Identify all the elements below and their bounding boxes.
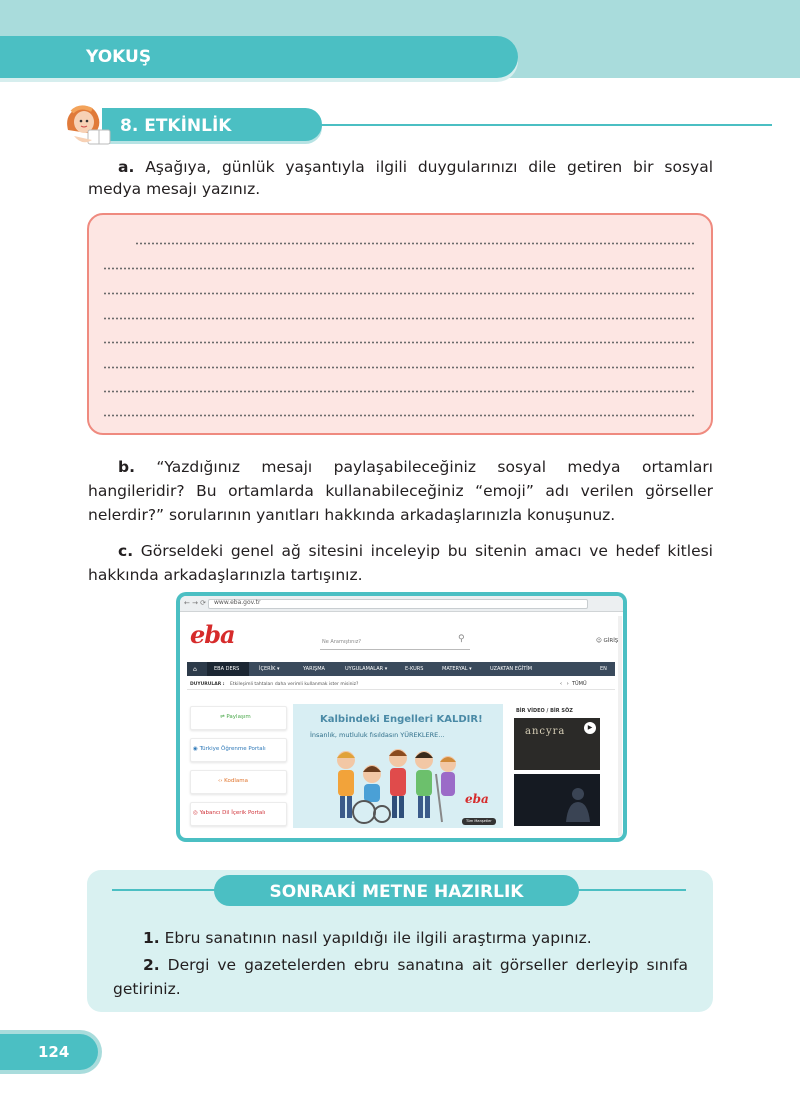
side-item-paylasim: ⇌ Paylaşım: [220, 714, 251, 720]
login-text: GİRİŞ: [603, 638, 619, 644]
announcement-nav: ‹ › TÜMÜ: [560, 681, 587, 687]
menu-item-en: EN: [600, 666, 607, 672]
video-heading: BİR VİDEO / BİR SÖZ: [516, 708, 573, 714]
unit-title: YOKUŞ: [86, 47, 152, 67]
dotted-line: [103, 341, 695, 344]
login-link: ☺ GİRİŞ: [596, 638, 619, 644]
question-c-text: Görseldeki genel ağ sitesini inceleyip bu sitenin amacı ve hedef kitlesi hakkında arkadaşlarınızla tartışınız.: [88, 542, 713, 584]
prep-title: SONRAKİ METNE HAZIRLIK: [269, 882, 524, 902]
prep-item-1-label: 1.: [143, 929, 160, 947]
dotted-line: [103, 414, 695, 417]
eba-mini-logo: eba: [465, 792, 489, 806]
question-a: [88, 156, 713, 200]
side-item-yabanci-dil: ◎ Yabancı Dil İçerik Portalı: [193, 810, 266, 816]
banner-title: Kalbindeki Engelleri KALDIR!: [320, 714, 483, 725]
page-number: 124: [38, 1043, 70, 1061]
site-menu-bar: [187, 662, 615, 676]
browser-window: [180, 596, 623, 838]
question-b-label: b.: [118, 458, 135, 476]
dotted-line: [135, 242, 695, 245]
prep-rule-right: [578, 889, 686, 891]
menu-home-glyph: ⌂: [193, 666, 197, 673]
dotted-line: [103, 317, 695, 320]
website-screenshot: [176, 592, 627, 842]
dotted-line: [103, 267, 695, 270]
scrollbar: [618, 616, 622, 836]
search-icon: ⚲: [458, 634, 465, 644]
menu-item-uzaktan-egitim: UZAKTAN EĞİTİM: [490, 666, 533, 672]
activity-heading: [58, 100, 718, 150]
dotted-line: [103, 292, 695, 295]
menu-item-e-kurs: E-KURS: [405, 666, 424, 672]
prep-item-2-text: Dergi ve gazetelerden ebru sanatına ait görseller derleyip sınıfa getiriniz.: [113, 956, 688, 998]
announcement-text: Etkileşimli tahtaları daha verimli kullanmak ister misiniz?: [230, 682, 359, 687]
menu-item-yarisma: YARIŞMA: [303, 666, 325, 672]
dotted-line: [103, 366, 695, 369]
question-c: [88, 539, 713, 587]
play-icon: ▶: [584, 722, 596, 734]
prep-item-1-text: Ebru sanatının nasıl yapıldığı ile ilgili araştırma yapınız.: [159, 929, 592, 947]
prep-item-2: [113, 953, 688, 1001]
menu-item-uygulamalar: UYGULAMALAR ▾: [345, 666, 388, 672]
question-b-text: “Yazdığınız mesajı paylaşabileceğiniz sosyal medya ortamları hangileridir? Bu ortamlarda kullanabileceğiniz “emoji” adı verilen görseller nelerdir?” sorularının yanıtları hakkında arkadaşlarınızla konuşunuz.: [88, 458, 713, 524]
unit-tab: [0, 36, 518, 78]
question-c-label: c.: [118, 542, 134, 560]
announcement-label: DUYURULAR :: [190, 682, 225, 687]
activity-title: 8. ETKİNLİK: [120, 116, 232, 136]
silhouette-icon: [560, 786, 594, 822]
home-icon: [187, 662, 207, 676]
banner-tag-text: Tüm Manşetler: [466, 819, 492, 823]
menu-item-icerik: İÇERİK ▾: [259, 666, 280, 672]
banner-subtitle: İnsanlık, mutluluk fısıldasın YÜREKLERE...: [310, 731, 445, 739]
video-title-text: ancyra: [525, 726, 566, 737]
question-a-text: Aşağıya, günlük yaşantıyla ilgili duygularınızı dile getiren bir sosyal medya mesajı yazınız.: [88, 158, 713, 198]
side-item-portal: ◉ Türkiye Öğrenme Portalı: [193, 746, 266, 752]
question-a-label: a.: [118, 158, 135, 176]
url-text: www.eba.gov.tr: [214, 599, 261, 606]
menu-item-materyal: MATERYAL ▾: [442, 666, 472, 672]
girl-reading-icon: [58, 100, 118, 148]
announcement-all: TÜMÜ: [571, 681, 587, 687]
menu-item-eba-ders: EBA DERS: [214, 666, 240, 672]
side-item-label: Paylaşım: [226, 714, 251, 720]
site-search-placeholder: Ne Aramıştınız?: [322, 639, 361, 645]
prep-rule-left: [112, 889, 216, 891]
side-item-kodlama: ‹› Kodlama: [218, 778, 248, 784]
side-item-label: Türkiye Öğrenme Portalı: [199, 746, 266, 752]
writing-area[interactable]: [87, 213, 713, 435]
eba-logo: eba: [190, 620, 235, 649]
side-item-label: Kodlama: [224, 778, 248, 784]
heading-rule: [318, 124, 772, 126]
browser-nav-icon: ← → ⟳: [184, 599, 207, 607]
prep-item-2-label: 2.: [143, 956, 160, 974]
children-illustration: [330, 744, 460, 826]
side-item-label: Yabancı Dil İçerik Portalı: [199, 810, 266, 816]
dotted-line: [103, 390, 695, 393]
question-b: [88, 455, 713, 527]
prep-item-1: [113, 926, 688, 950]
url-field: [208, 599, 588, 609]
